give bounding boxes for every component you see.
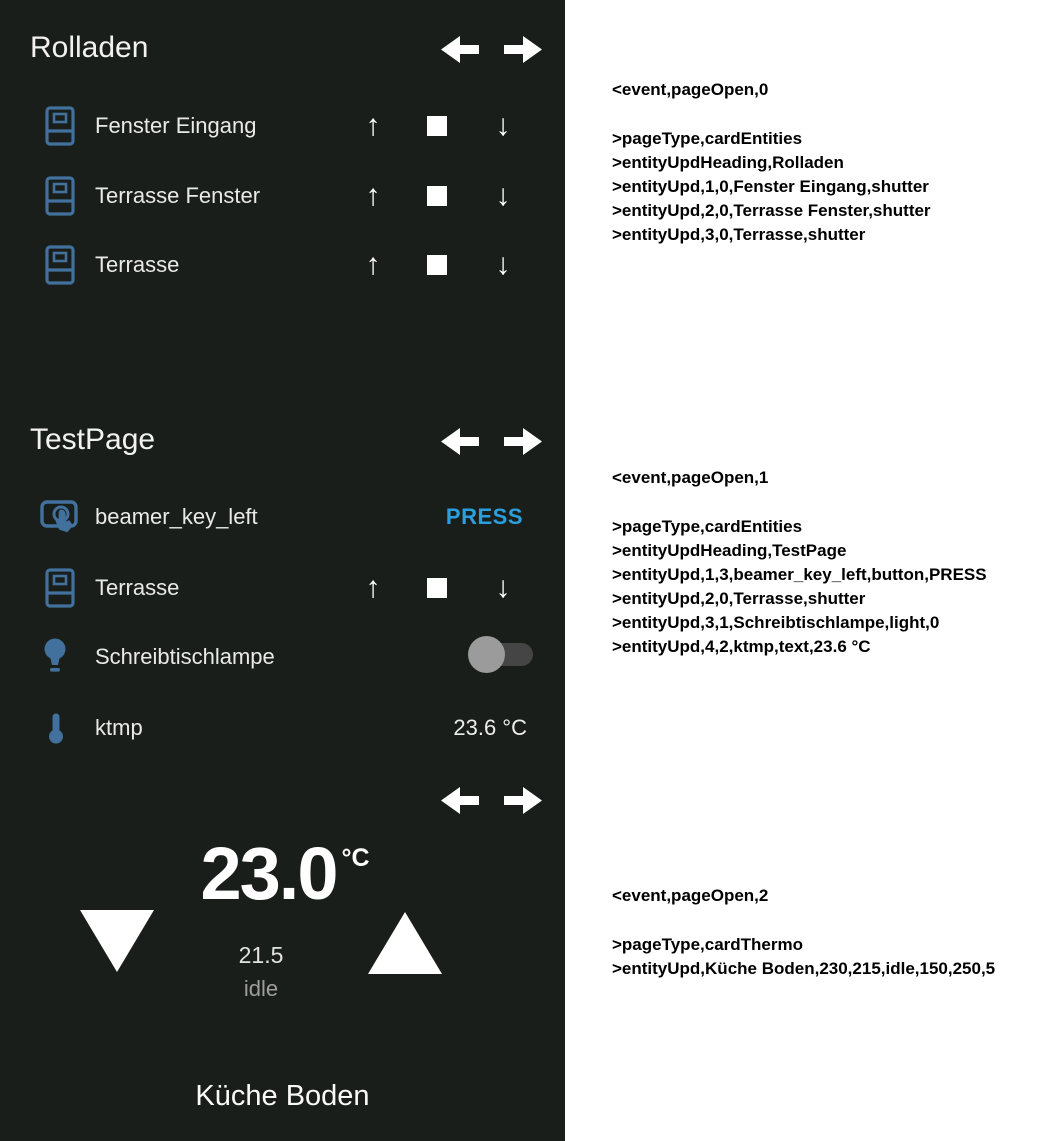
page-next-arrow-icon[interactable] — [504, 425, 544, 458]
temperature-unit: °C — [341, 844, 370, 872]
shutter-up-button[interactable]: ↑ — [365, 179, 381, 212]
window-shutter-icon — [45, 245, 75, 285]
shutter-stop-button[interactable] — [427, 116, 447, 136]
target-temperature: 21.5 — [238, 942, 284, 968]
sensor-value: 23.6 °C — [453, 715, 527, 740]
entity-row — [0, 91, 565, 161]
shutter-down-button[interactable]: ↓ — [495, 109, 511, 142]
current-temperature-value: 23.0 — [200, 832, 337, 915]
entity-name: Terrasse Fenster — [95, 183, 261, 208]
entity-row — [0, 161, 565, 231]
protocol-line: >pageType,cardThermo — [612, 935, 803, 954]
entity-row — [0, 553, 565, 623]
protocol-line: >pageType,cardEntities — [612, 517, 803, 536]
entity-name: Fenster Eingang — [95, 113, 257, 138]
protocol-line: >entityUpdHeading,Rolladen — [612, 153, 844, 172]
window-shutter-icon — [45, 568, 75, 608]
protocol-block-0 — [612, 78, 1042, 247]
protocol-line: >entityUpd,2,0,Terrasse,shutter — [612, 589, 866, 608]
current-temperature — [115, 834, 455, 914]
protocol-line: >entityUpd,Küche Boden,230,215,idle,150,250,5 — [612, 959, 996, 978]
shutter-stop-button[interactable] — [427, 186, 447, 206]
page-next-arrow-icon[interactable] — [504, 784, 544, 817]
toggle-knob — [468, 636, 505, 673]
entity-row — [0, 482, 565, 552]
shutter-down-button[interactable]: ↓ — [495, 248, 511, 281]
shutter-stop-button[interactable] — [427, 255, 447, 275]
window-shutter-icon — [45, 176, 75, 216]
protocol-line: >entityUpdHeading,TestPage — [612, 541, 847, 560]
shutter-down-button[interactable]: ↓ — [495, 571, 511, 604]
protocol-line: >entityUpd,2,0,Terrasse Fenster,shutter — [612, 201, 931, 220]
gesture-tap-button-icon — [40, 499, 82, 535]
page-prev-arrow-icon[interactable] — [439, 425, 479, 458]
protocol-line: >entityUpd,4,2,ktmp,text,23.6 °C — [612, 637, 871, 656]
entity-name: Terrasse — [95, 252, 180, 277]
protocol-block-1 — [612, 466, 1042, 659]
thermometer-icon — [47, 712, 65, 744]
shutter-up-button[interactable]: ↑ — [365, 571, 381, 604]
page-next-arrow-icon[interactable] — [504, 33, 544, 66]
press-button[interactable]: PRESS — [445, 504, 523, 529]
protocol-block-2 — [612, 884, 1042, 981]
entity-row — [0, 230, 565, 300]
shutter-stop-button[interactable] — [427, 578, 447, 598]
protocol-event-line: <event,pageOpen,2 — [612, 886, 769, 905]
protocol-line: >entityUpd,3,1,Schreibtischlampe,light,0 — [612, 613, 940, 632]
shutter-down-button[interactable]: ↓ — [495, 179, 511, 212]
page-prev-arrow-icon[interactable] — [439, 33, 479, 66]
protocol-event-line: <event,pageOpen,1 — [612, 468, 769, 487]
entity-name: Schreibtischlampe — [95, 644, 275, 669]
entity-name: ktmp — [95, 715, 143, 740]
protocol-line: >pageType,cardEntities — [612, 129, 803, 148]
protocol-line: >entityUpd,3,0,Terrasse,shutter — [612, 225, 866, 244]
thermostat-title: Küche Boden — [195, 1080, 370, 1112]
entity-name: beamer_key_left — [95, 504, 258, 529]
light-toggle[interactable] — [468, 636, 533, 673]
lightbulb-icon — [43, 638, 67, 676]
entity-row — [0, 693, 565, 763]
page-title: TestPage — [30, 423, 156, 456]
protocol-line: >entityUpd,1,0,Fenster Eingang,shutter — [612, 177, 929, 196]
shutter-up-button[interactable]: ↑ — [365, 248, 381, 281]
protocol-line: >entityUpd,1,3,beamer_key_left,button,PRESS — [612, 565, 987, 584]
window-shutter-icon — [45, 106, 75, 146]
entity-name: Terrasse — [95, 575, 180, 600]
page-prev-arrow-icon[interactable] — [439, 784, 479, 817]
protocol-event-line: <event,pageOpen,0 — [612, 80, 769, 99]
page-title: Rolladen — [30, 31, 149, 64]
shutter-up-button[interactable]: ↑ — [365, 109, 381, 142]
hvac-state: idle — [243, 976, 279, 1001]
